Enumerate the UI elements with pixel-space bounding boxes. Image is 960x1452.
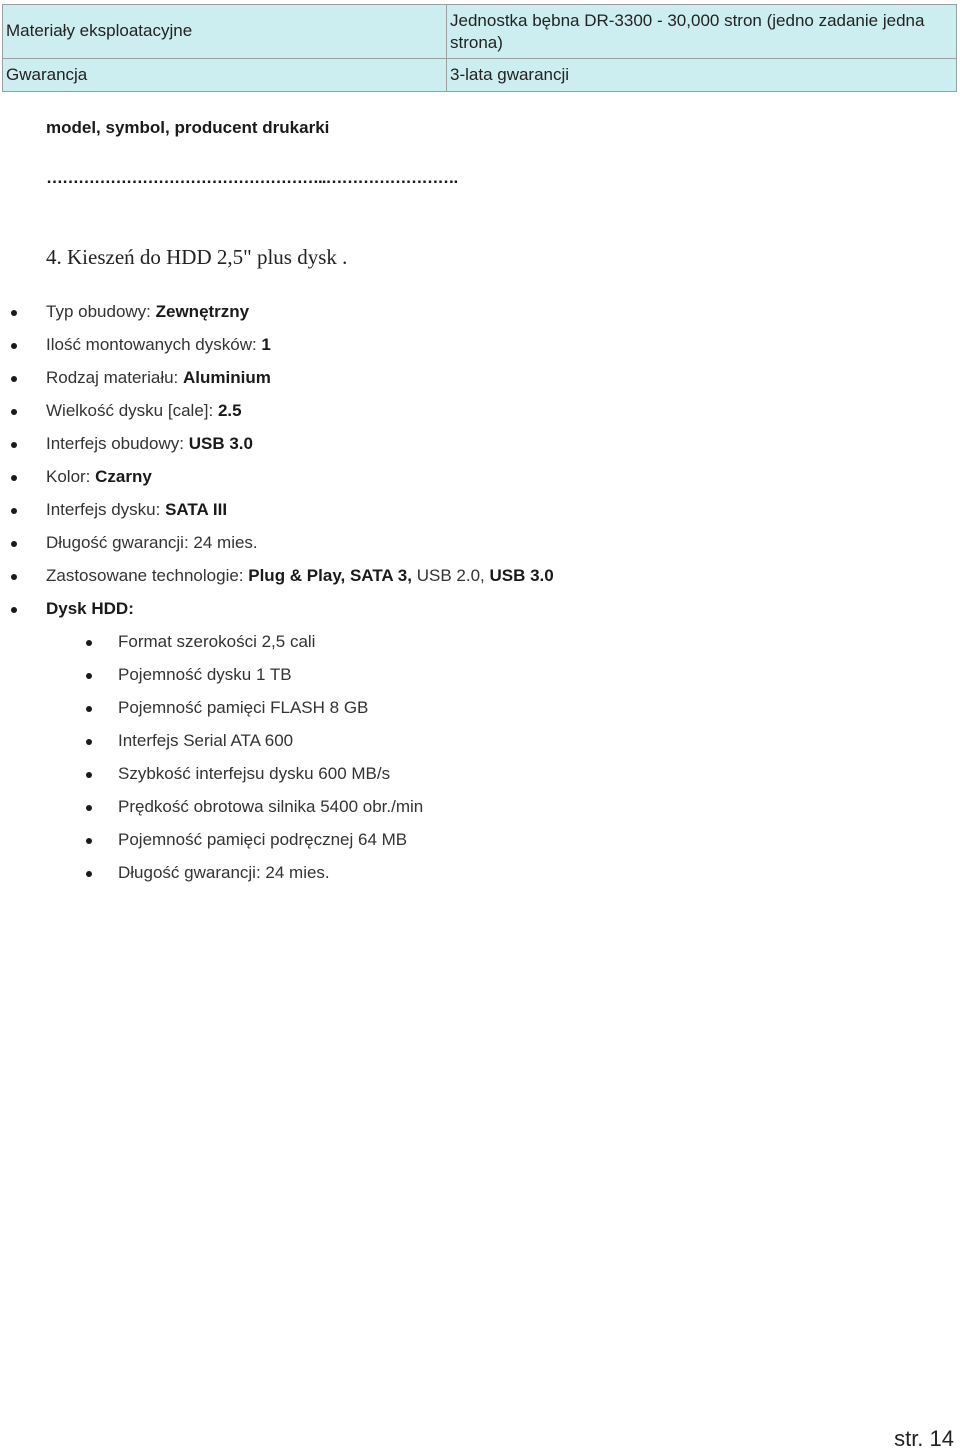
list-item: Pojemność pamięci podręcznej 64 MB (118, 829, 423, 862)
table-row (3, 5, 957, 59)
list-item: Pojemność pamięci FLASH 8 GB (118, 697, 423, 730)
spec-list (46, 301, 554, 631)
table-row (3, 59, 957, 92)
list-item-hdd: Dysk HDD: (46, 598, 554, 631)
list-item: Szybkość interfejsu dysku 600 MB/s (118, 763, 423, 796)
list-item: Prędkość obrotowa silnika 5400 obr./min (118, 796, 423, 829)
list-item: Format szerokości 2,5 cali (118, 631, 423, 664)
table-cell-value: 3-lata gwarancji (447, 59, 957, 92)
list-item: Interfejs dysku: SATA III (46, 499, 554, 532)
list-item: Zastosowane technologie: Plug & Play, SATA 3, USB 2.0, USB 3.0 (46, 565, 554, 598)
list-item: Długość gwarancji: 24 mies. (118, 862, 423, 895)
spec-table (2, 4, 957, 92)
section-heading: 4. Kieszeń do HDD 2,5" plus dysk . (46, 245, 348, 269)
fill-in-dots: ……………………………………………..……………………. (46, 168, 458, 187)
list-item: Długość gwarancji: 24 mies. (46, 532, 554, 565)
list-item: Rodzaj materiału: Aluminium (46, 367, 554, 400)
hdd-spec-list (118, 631, 423, 895)
table-cell-key: Materiały eksploatacyjne (3, 5, 447, 59)
list-item: Wielkość dysku [cale]: 2.5 (46, 400, 554, 433)
table-cell-key: Gwarancja (3, 59, 447, 92)
page-number: str. 14 (894, 1426, 954, 1451)
list-item: Interfejs obudowy: USB 3.0 (46, 433, 554, 466)
list-item: Typ obudowy: Zewnętrzny (46, 301, 554, 334)
list-item: Ilość montowanych dysków: 1 (46, 334, 554, 367)
list-item: Pojemność dysku 1 TB (118, 664, 423, 697)
model-label: model, symbol, producent drukarki (46, 118, 330, 137)
list-item: Interfejs Serial ATA 600 (118, 730, 423, 763)
list-item: Kolor: Czarny (46, 466, 554, 499)
table-cell-value: Jednostka bębna DR-3300 - 30,000 stron (jedno zadanie jedna strona) (447, 5, 957, 59)
